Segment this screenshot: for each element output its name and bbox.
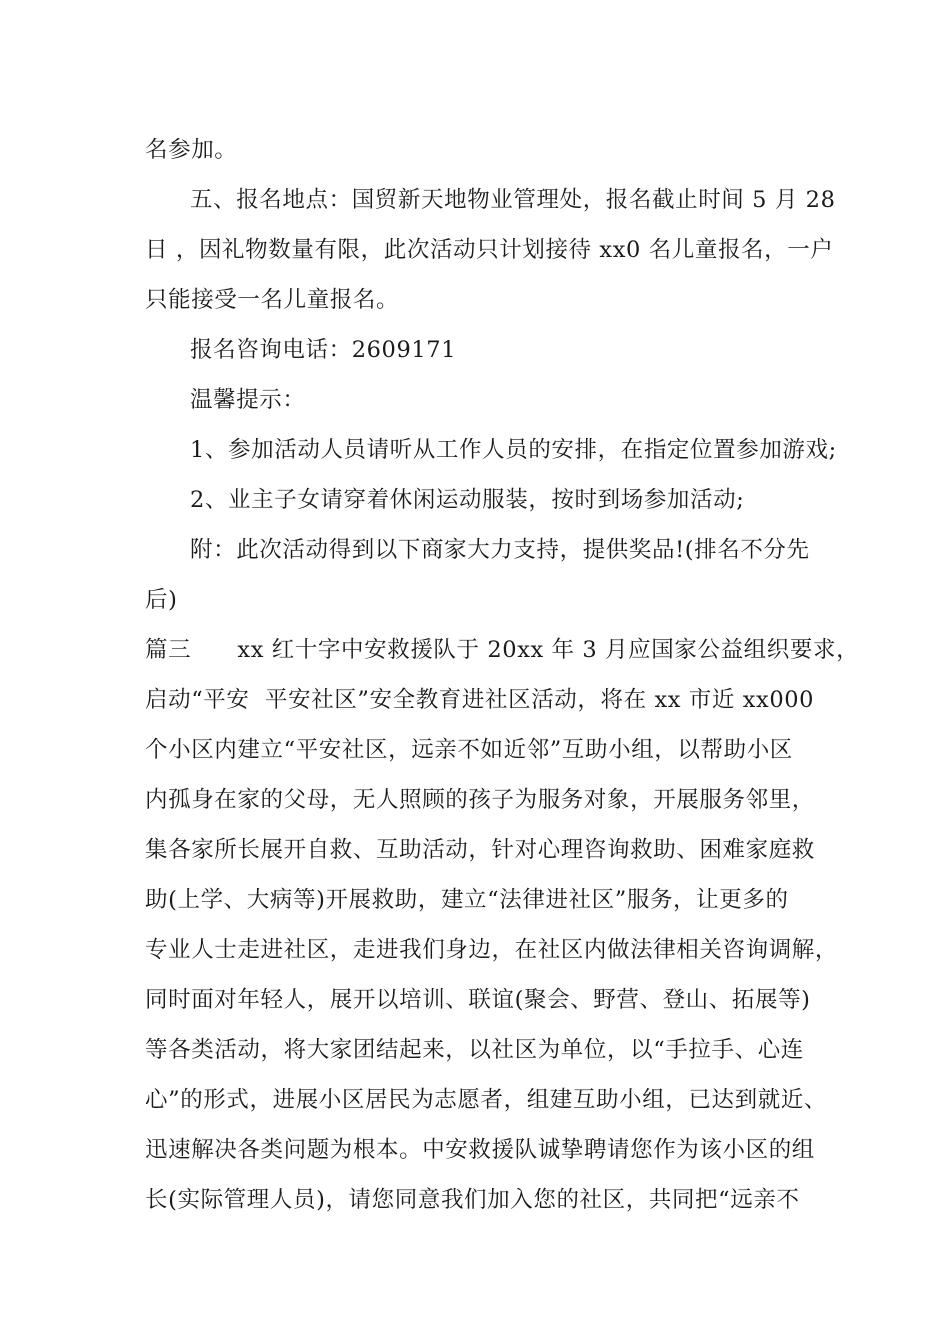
text-line: 同时面对年轻人，展开以培训、联谊(聚会、野营、登山、拓展等) [145, 987, 811, 1013]
text-line: 助(上学、大病等)开展救助，建立“法律进社区”服务，让更多的 [145, 887, 789, 913]
text-line: 启动“平安 平安社区”安全教育进社区活动，将在 xx 市近 xx000 [145, 687, 815, 713]
text-line: 集各家所长展开自救、互助活动，针对心理咨询救助、困难家庭救 [145, 837, 815, 863]
text-line: 个小区内建立“平安社区，远亲不如近邻”互助小组，以帮助小区 [145, 737, 793, 763]
text-line: 名参加。 [145, 137, 238, 163]
text-line: 心”的形式，进展小区居民为志愿者，组建互助小组，已达到就近、 [145, 1087, 828, 1113]
text-line: 报名咨询电话：2609171 [190, 337, 457, 363]
text-line: 附：此次活动得到以下商家大力支持，提供奖品!(排名不分先 [190, 537, 810, 563]
text-line: 长(实际管理人员)，请您同意我们加入您的社区，共同把“远亲不 [145, 1187, 800, 1213]
text-line: 等各类活动，将大家团结起来，以社区为单位，以“手拉手、心连 [145, 1037, 804, 1063]
text-line: 2、业主子女请穿着休闲运动服装，按时到场参加活动; [190, 487, 745, 513]
text-line: 温馨提示： [190, 387, 306, 413]
text-line: 篇三 xx 红十字中安救援队于 20xx 年 3 月应国家公益组织要求， [145, 637, 860, 663]
text-line: 后) [145, 587, 178, 613]
text-line: 日 ，因礼物数量有限，此次活动只计划接待 xx0 名儿童报名，一户 [145, 237, 834, 263]
text-line: 迅速解决各类问题为根本。中安救援队诚挚聘请您作为该小区的组 [145, 1137, 815, 1163]
text-line: 只能接受一名儿童报名。 [145, 287, 400, 313]
text-line: 专业人士走进社区，走进我们身边，在社区内做法律相关咨询调解， [145, 937, 839, 963]
text-line: 内孤身在家的父母，无人照顾的孩子为服务对象，开展服务邻里， [145, 787, 815, 813]
text-line: 1、参加活动人员请听从工作人员的安排，在指定位置参加游戏; [190, 437, 837, 463]
text-line: 五、报名地点：国贸新天地物业管理处，报名截止时间 5 月 28 [190, 187, 836, 213]
